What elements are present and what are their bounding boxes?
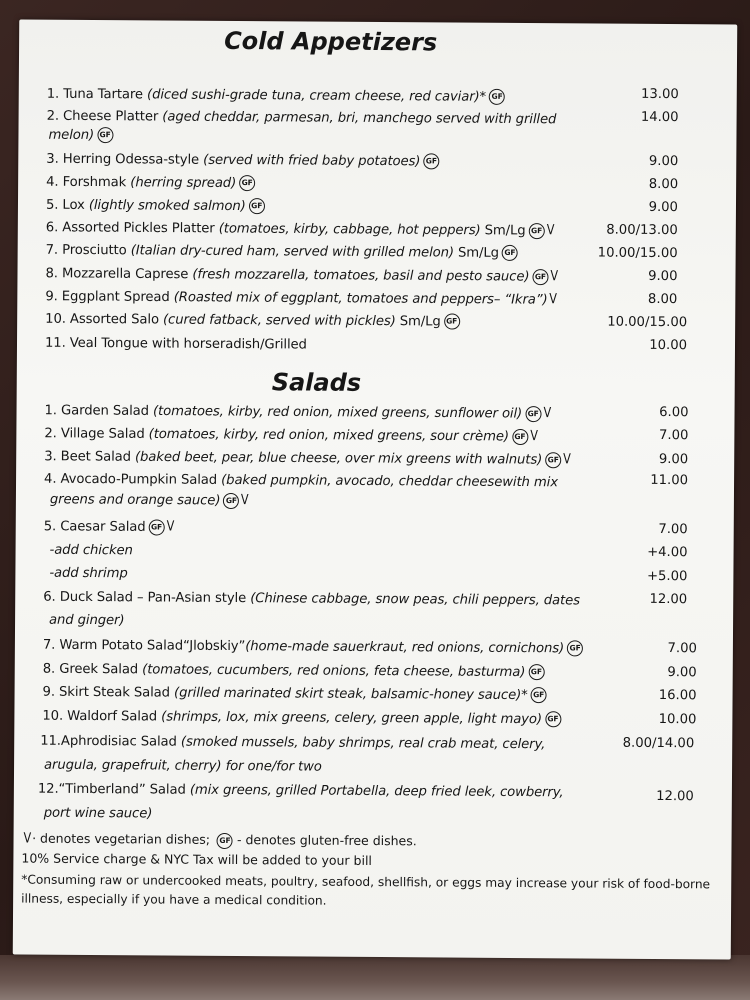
- menu-item: 9. Eggplant Spread (Roasted mix of eggplant, tomatoes and peppers– “Ikra”) V: [45, 289, 558, 308]
- item-price: 10.00/15.00: [597, 245, 678, 262]
- item-price: 8.00: [648, 176, 679, 193]
- menu-item: 9. Skirt Steak Salad (grilled marinated skirt steak, balsamic-honey sauce)* GF: [43, 684, 693, 706]
- gluten-free-icon: GF: [217, 832, 233, 848]
- gluten-free-icon: GF: [489, 89, 505, 105]
- item-price: 9.00: [648, 268, 678, 285]
- item-price: 11.00: [650, 472, 689, 489]
- item-price: +5.00: [646, 568, 688, 585]
- item-price: 9.00: [667, 665, 697, 681]
- menu-item-continued: and ginger): [49, 612, 125, 629]
- item-price: 14.00: [640, 109, 679, 126]
- vegetarian-icon: V: [23, 830, 32, 847]
- menu-item-addon: -add chicken: [49, 542, 133, 559]
- consumer-warning: *Consuming raw or undercooked meats, poultry, seafood, shellfish, or eggs may increase your risk of food-borne: [21, 872, 711, 892]
- menu-page: [13, 20, 738, 960]
- menu-item-continued: port wine sauce): [43, 805, 153, 822]
- menu-item: 4. Avocado-Pumpkin Salad (baked pumpkin, avocado, cheddar cheesewith mix: [44, 471, 558, 491]
- gluten-free-icon: GF: [512, 428, 528, 444]
- item-price: 8.00: [647, 291, 678, 308]
- menu-item: 1. Tuna Tartare (diced sushi-grade tuna, cream cheese, red caviar)* GF: [47, 86, 697, 108]
- vegetarian-icon: V: [563, 451, 571, 468]
- gluten-free-icon: GF: [567, 640, 583, 656]
- menu-item: 8. Mozzarella Caprese (fresh mozzarella, tomatoes, basil and pesto sauce) GF V: [45, 266, 559, 285]
- item-price: 16.00: [658, 687, 697, 704]
- section-title-cold-appetizers: Cold Appetizers: [224, 26, 438, 57]
- menu-item-continued: greens and orange sauce) GF V: [49, 492, 249, 509]
- gluten-free-icon: GF: [423, 153, 439, 169]
- menu-item: 5. Caesar Salad GF V: [43, 518, 175, 535]
- vegetarian-icon: V: [546, 222, 555, 239]
- menu-item: 8. Greek Salad (tomatoes, cucumbers, red onions, feta cheese, basturma) GF: [43, 661, 693, 683]
- menu-item: 11. Veal Tongue with horseradish/Grilled: [44, 335, 307, 353]
- menu-item: 1. Garden Salad (tomatoes, kirby, red onion, mixed greens, sunflower oil) GF V: [44, 403, 551, 422]
- gluten-free-icon: GF: [149, 519, 165, 535]
- item-price: 9.00: [658, 451, 689, 468]
- item-price: 12.00: [656, 788, 694, 805]
- menu-item: 7. Prosciutto (Italian dry-cured ham, served with grilled melon) Sm/Lg GF: [46, 242, 696, 264]
- item-price: 10.00: [658, 711, 697, 728]
- gluten-free-icon: GF: [223, 492, 239, 508]
- item-price: +4.00: [647, 544, 688, 561]
- menu-item-addon: -add shrimp: [49, 565, 128, 582]
- gluten-free-icon: GF: [529, 223, 545, 239]
- consumer-warning-continued: illness, especially if you have a medical condition.: [21, 891, 327, 908]
- gluten-free-icon: GF: [531, 687, 547, 703]
- menu-item: 11.Aphrodisiac Salad (smoked mussels, baby shrimps, real crab meat, celery,: [40, 733, 546, 753]
- menu-item: 12.“Timberland” Salad (mix greens, grilled Portabella, deep fried leek, cowberry,: [37, 781, 564, 801]
- gluten-free-icon: GF: [97, 127, 113, 143]
- dietary-legend: V· denotes vegetarian dishes; GF - denotes gluten-free dishes.: [23, 830, 417, 849]
- gluten-free-icon: GF: [239, 175, 255, 191]
- gluten-free-icon: GF: [545, 711, 561, 727]
- item-price: 8.00/13.00: [606, 222, 678, 239]
- menu-item: 4. Forshmak (herring spread) GF: [46, 174, 696, 196]
- service-charge-note: 10% Service charge & NYC Tax will be added to your bill: [21, 850, 372, 868]
- vegetarian-icon: V: [166, 518, 175, 535]
- menu-item: 2. Village Salad (tomatoes, kirby, red onion, mixed greens, sour crème) GF V: [44, 426, 538, 445]
- menu-item: 6. Duck Salad – Pan-Asian style (Chinese cabbage, snow peas, chili peppers, dates: [43, 589, 580, 609]
- item-price: 12.00: [649, 591, 688, 608]
- item-price: 13.00: [640, 86, 679, 103]
- menu-item-continued: arugula, grapefruit, cherry) for one/for two: [44, 757, 322, 775]
- menu-item: 3. Herring Odessa-style (served with fried baby potatoes) GF: [46, 151, 696, 173]
- gluten-free-icon: GF: [528, 664, 544, 680]
- vegetarian-icon: V: [529, 428, 538, 445]
- item-price: 10.00/15.00: [607, 314, 688, 331]
- menu-item: 10. Waldorf Salad (shrimps, lox, mix greens, celery, green apple, light mayo) GF: [42, 708, 692, 730]
- gluten-free-icon: GF: [502, 245, 518, 261]
- item-price: 9.00: [648, 199, 679, 216]
- menu-item-continued: melon) GF: [48, 127, 698, 149]
- table-surface: [0, 955, 750, 1000]
- menu-item: 3. Beet Salad (baked beet, pear, blue cheese, over mix greens with walnuts) GF V: [44, 449, 571, 468]
- item-price: 7.00: [658, 521, 688, 538]
- item-price: 7.00: [667, 641, 697, 657]
- menu-item: 5. Lox (lightly smoked salmon) GF: [46, 197, 696, 219]
- menu-item: 6. Assorted Pickles Platter (tomatoes, kirby, cabbage, hot peppers) Sm/Lg GF V: [45, 220, 555, 239]
- gluten-free-icon: GF: [525, 406, 541, 422]
- vegetarian-icon: V: [241, 492, 249, 509]
- menu-item: 2. Cheese Platter (aged cheddar, parmesan, bri, manchego served with grilled: [46, 108, 557, 128]
- section-title-salads: Salads: [271, 368, 362, 397]
- gluten-free-icon: GF: [249, 198, 265, 214]
- menu-item: 7. Warm Potato Salad“Jlobskiy”(home-made sauerkraut, red onions, cornichons) GF: [43, 637, 693, 659]
- item-price: 7.00: [658, 427, 689, 444]
- gluten-free-icon: GF: [532, 269, 548, 285]
- item-price: 9.00: [648, 153, 679, 170]
- vegetarian-icon: V: [549, 291, 558, 308]
- item-price: 10.00: [649, 337, 688, 354]
- gluten-free-icon: GF: [545, 452, 561, 468]
- vegetarian-icon: V: [543, 405, 551, 422]
- item-price: 8.00/14.00: [622, 735, 695, 752]
- vegetarian-icon: V: [550, 268, 559, 285]
- item-price: 6.00: [659, 404, 689, 421]
- gluten-free-icon: GF: [444, 313, 460, 329]
- menu-item: 10. Assorted Salo (cured fatback, served with pickles) Sm/Lg GF: [45, 311, 695, 333]
